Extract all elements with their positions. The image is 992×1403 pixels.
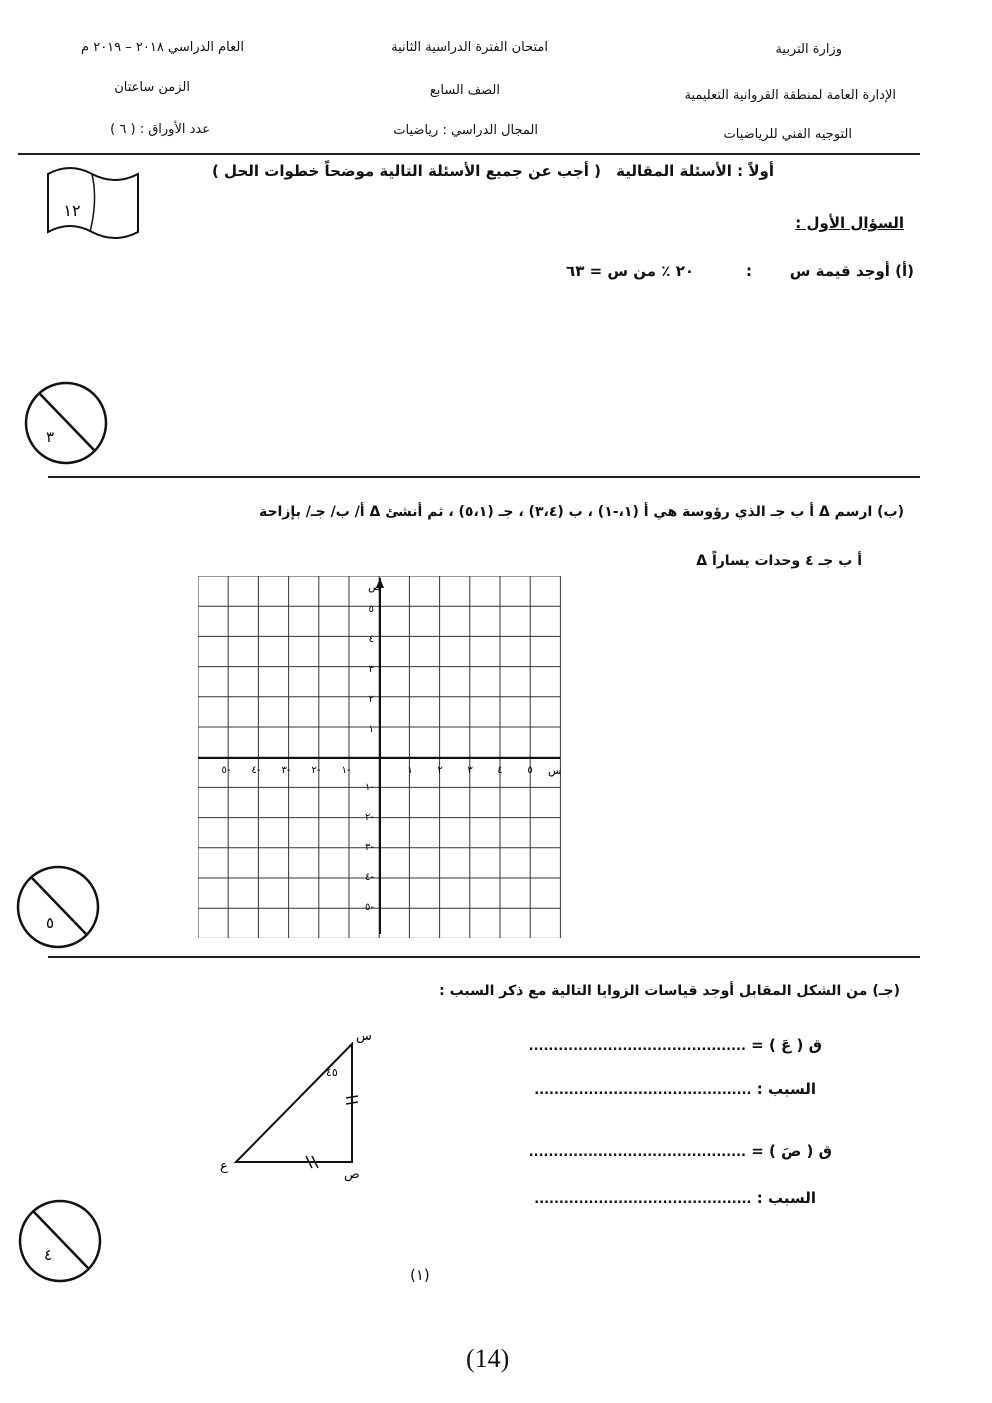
y-tick-label: ٢ [368,694,374,705]
x-tick-label: ٢ [437,765,443,776]
reason2-row [534,1189,816,1207]
part-b-line1: (ب) ارسم Δ ﺃ ب جـ الذي رؤوسة هي ﺃ (١،-١) ، ب (٣،٤) ، جـ (٥،١) ، ثم أنشئ Δ ﺃ/ ب/ جـ/ بإزاحة [258,504,904,520]
part-a-equation: ٢٠ ٪ من س = ٦٣ [566,262,694,280]
reason1-answer-line[interactable]: ............................................ [534,1083,752,1098]
x-tick-labels [222,765,533,776]
page-number: (14) [466,1344,510,1373]
reason2-label: السبب : [756,1189,816,1207]
part-a-mark: ٣ [45,428,55,446]
y-tick-label: ١- [365,782,374,793]
x-tick-label: ٢- [311,765,321,776]
sheet-count: عدد الأوراق : ( ٦ ) [110,122,210,137]
coordinate-grid[interactable] [198,576,570,938]
angle1-row [529,1036,822,1054]
x-tick-label: ٣ [467,765,473,776]
section-title [212,162,774,180]
header-divider [18,153,920,155]
angle2-answer-line[interactable]: ............................................ [528,1145,746,1160]
part-c-label: (جـ) من الشكل المقابل أوجد قياسات الزوايا التالية مع ذكر السبب : [439,983,900,999]
directorate-label: الإدارة العامة لمنطقة القروانية التعليمية [684,88,896,103]
x-tick-label: ٤- [251,765,261,776]
x-tick-label: ١ [407,765,413,776]
school-year: العام الدراسي ٢٠١٨ – ٢٠١٩ م [81,40,244,55]
ministry-label: وزارة التربية [775,42,842,57]
y-axis-label: ص [368,580,382,593]
part-a-divider [48,476,920,478]
x-tick-label: ٤ [497,765,503,776]
page-number-arabic: (١) [410,1266,430,1284]
part-b-mark: ٥ [45,914,55,932]
exam-duration: الزمن ساعتان [114,80,190,95]
reason1-label: السبب : [756,1080,816,1098]
x-tick-label: ١- [341,765,351,776]
y-tick-label: ١ [368,724,374,735]
angle2-row [529,1142,832,1160]
x-tick-label: ٥- [221,765,231,776]
part-a-colon: : [746,262,752,280]
angle-45-label: ٤٥ [326,1066,338,1079]
reason1-row [534,1080,816,1098]
y-tick-label: ٣- [365,842,374,853]
angle2-label: ق ( صَ ) = [751,1142,832,1160]
section-title-text: أولاً : الأسئلة المقالية [616,162,774,180]
reason2-answer-line[interactable]: ............................................ [534,1192,752,1207]
x-tick-label: ٥ [527,765,533,776]
score-scroll-icon [40,160,146,252]
part-c-mark: ٤ [43,1246,53,1264]
exam-title: امتحان الفترة الدراسية الثانية [391,40,548,55]
angle1-answer-line[interactable]: ............................................ [528,1039,746,1054]
x-tick-label: ٣- [281,765,291,776]
question1-title: السؤال الأول : [795,214,904,232]
part-c-mark-circle [16,1198,104,1284]
vertex-left-label: ع [220,1159,228,1174]
vertex-top-label: س [356,1029,372,1044]
grid-axes [198,578,560,934]
section-score: ١٢ [63,201,81,220]
vertex-right-label: ص [344,1167,360,1182]
y-tick-label: ٤- [365,872,374,883]
part-b-divider [48,956,920,958]
y-tick-label: ٥- [365,902,374,913]
part-b-line2: Δ ﺃ ب جـ ٤ وحدات يساراً [696,553,862,569]
grade-label: الصف السابع [429,83,500,98]
triangle-figure [214,1026,384,1186]
section-instruction: ( أجب عن جميع الأسئلة التالية موضحاً خطوات الحل ) [211,162,601,180]
y-tick-label: ٥ [368,604,374,615]
supervision-label: التوجيه الفني للرياضيات [723,127,852,142]
x-axis-label: س [548,764,562,777]
part-a-label: (أ) أوجد قيمة س [789,262,914,280]
y-tick-label: ٣ [368,664,374,675]
angle1-label: ق ( عَ ) = [751,1036,822,1054]
y-tick-label: ٢- [365,812,374,823]
y-tick-label: ٤ [368,634,374,645]
subject-label: المجال الدراسي : رياضيات [393,123,538,138]
part-b-mark-circle [14,864,102,950]
part-a-mark-circle [22,380,110,466]
